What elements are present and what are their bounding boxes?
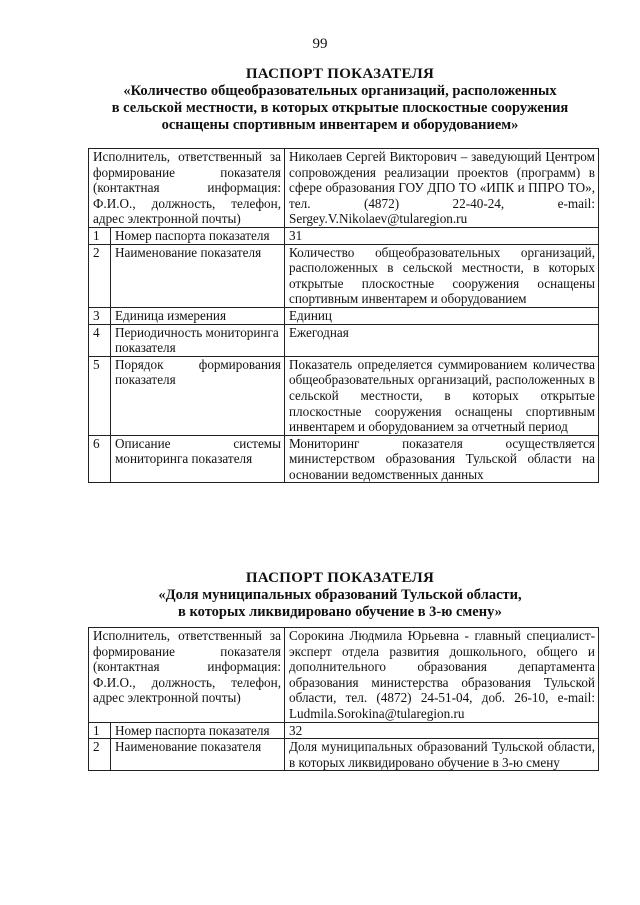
row-number: 4 xyxy=(89,324,111,356)
passport-2-title-line: «Доля муниципальных образований Тульской области, xyxy=(158,587,522,603)
passport-2-title xyxy=(60,570,620,621)
row-number: 3 xyxy=(89,307,111,324)
table-row xyxy=(89,307,599,324)
passport-1-title-line: «Количество общеобразовательных организаций, расположенных xyxy=(123,83,557,99)
row-label: Наименование показателя xyxy=(111,244,285,307)
passport-2-heading: ПАСПОРТ ПОКАЗАТЕЛЯ xyxy=(245,570,435,586)
row-number: 1 xyxy=(89,722,111,739)
row-label: Единица измерения xyxy=(111,307,285,324)
row-number: 6 xyxy=(89,435,111,483)
table-row xyxy=(89,227,599,244)
row-label: Порядок формирования показателя xyxy=(111,356,285,435)
row-value: Единиц xyxy=(285,307,599,324)
executor-value: Сорокина Людмила Юрьевна - главный специалист-эксперт отдела развития дошкольного, общего и дополнительного образования департамента образования министерства образования Тульской области, тел. (4872) 24-51-04, доб. 26-10, e-mail: Ludmila.Sorokina@tularegion.ru xyxy=(285,628,599,723)
table-row xyxy=(89,244,599,307)
row-value: 31 xyxy=(285,227,599,244)
passport-1-title xyxy=(60,66,620,134)
passport-2-title-line: в которых ликвидировано обучение в 3-ю смену» xyxy=(178,604,502,620)
row-label: Номер паспорта показателя xyxy=(111,227,285,244)
row-label: Номер паспорта показателя xyxy=(111,722,285,739)
row-label: Описание системы мониторинга показателя xyxy=(111,435,285,483)
table-row xyxy=(89,722,599,739)
table-row xyxy=(89,739,599,771)
row-number: 5 xyxy=(89,356,111,435)
row-value: Доля муниципальных образований Тульской области, в которых ликвидировано обучение в 3-ю смену xyxy=(285,739,599,771)
table-row xyxy=(89,628,599,723)
table-row xyxy=(89,435,599,483)
passport-1-title-line: в сельской местности, в которых открытые плоскостные сооружения xyxy=(111,100,569,116)
passport-1-heading: ПАСПОРТ ПОКАЗАТЕЛЯ xyxy=(245,66,435,82)
passport-2-table xyxy=(88,627,599,771)
row-label: Наименование показателя xyxy=(111,739,285,771)
row-label: Периодичность мониторинга показателя xyxy=(111,324,285,356)
executor-value: Николаев Сергей Викторович – заведующий Центром сопровождения реализации проектов (программ) в сфере образования ГОУ ДПО ТО «ИПК и ППРО ТО», тел. (4872) 22-40-24, e-mail: Sergey.V.Nikolaev@tularegion.ru xyxy=(285,149,599,228)
table-row xyxy=(89,324,599,356)
row-value: 32 xyxy=(285,722,599,739)
passport-1-table xyxy=(88,148,599,483)
row-number: 2 xyxy=(89,739,111,771)
row-value: Мониторинг показателя осуществляется министерством образования Тульской области на основании ведомственных данных xyxy=(285,435,599,483)
row-value: Показатель определяется суммированием количества общеобразовательных организаций, расположенных в сельской местности, в которых открытые плоскостные сооружения оснащены спортивным инвентарем и оборудованием за отчетный период xyxy=(285,356,599,435)
table-row xyxy=(89,149,599,228)
row-value: Количество общеобразовательных организаций, расположенных в сельской местности, в которых открытые плоскостные сооружения оснащены спортивным инвентарем и оборудованием xyxy=(285,244,599,307)
executor-label: Исполнитель, ответственный за формирование показателя (контактная информация: Ф.И.О., должность, телефон, адрес электронной почты) xyxy=(89,149,285,228)
executor-label: Исполнитель, ответственный за формирование показателя (контактная информация: Ф.И.О., должность, телефон, адрес электронной почты) xyxy=(89,628,285,723)
row-number: 1 xyxy=(89,227,111,244)
page-number: 99 xyxy=(312,36,328,52)
passport-1-title-line: оснащены спортивным инвентарем и оборудованием» xyxy=(161,117,519,133)
table-row xyxy=(89,356,599,435)
row-number: 2 xyxy=(89,244,111,307)
row-value: Ежегодная xyxy=(285,324,599,356)
